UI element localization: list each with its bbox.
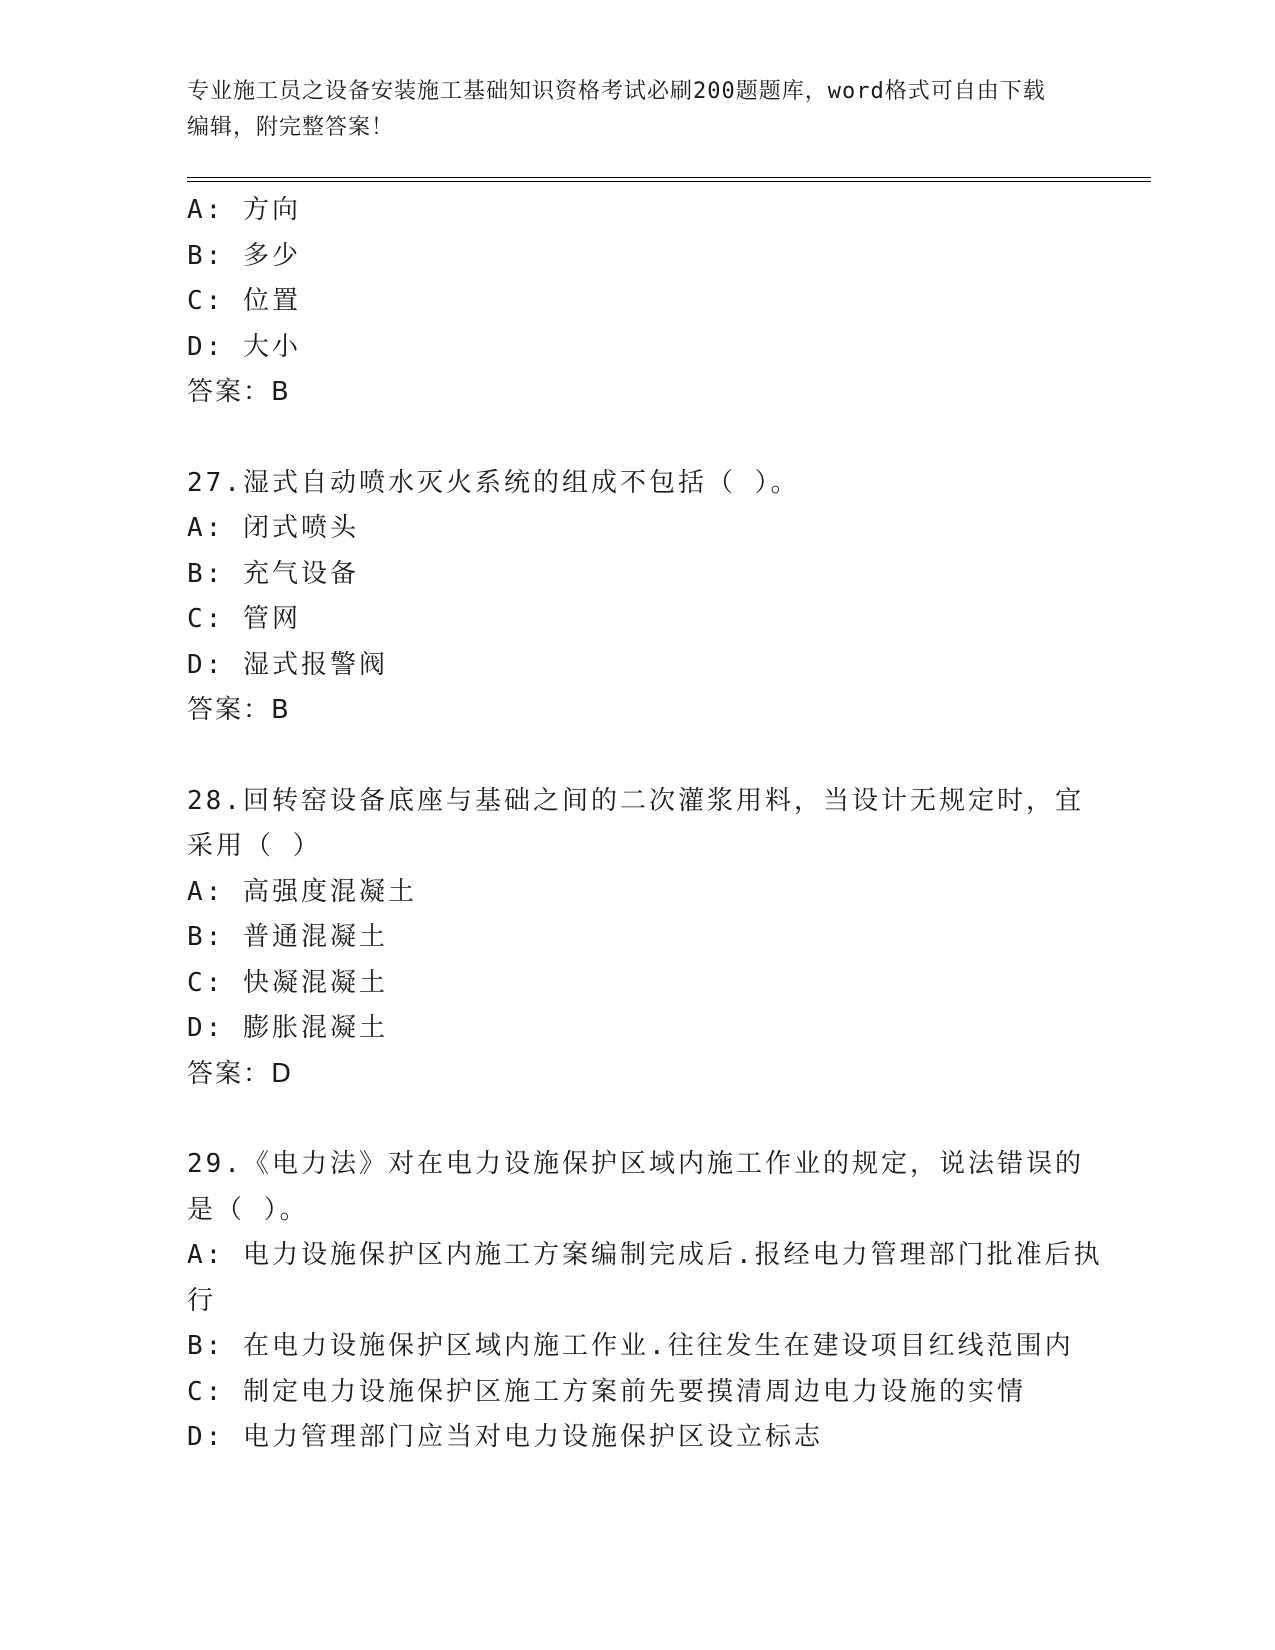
option-d: D: 大小 <box>187 331 301 362</box>
spacer <box>187 416 1107 461</box>
question-stem: 28.回转窑设备底座与基础之间的二次灌浆用料，当设计无规定时，宜采用（ ） <box>187 785 1084 861</box>
question-block-prev <box>187 188 1107 416</box>
option-a: A: 电力设施保护区内施工方案编制完成后.报经电力管理部门批准后执行 <box>187 1240 1103 1316</box>
answer-line: 答案：B <box>187 695 291 725</box>
document-header: 专业施工员之设备安装施工基础知识资格考试必刷200题题库，word格式可自由下载编辑，附完整答案！ <box>187 79 1046 140</box>
option-b: B: 在电力设施保护区域内施工作业.往往发生在建设项目红线范围内 <box>187 1331 1074 1361</box>
option-d: D: 膨胀混凝土 <box>187 1013 388 1043</box>
option-c: C: 位置 <box>187 286 301 316</box>
option-d: D: 湿式报警阀 <box>187 649 388 680</box>
spacer <box>187 734 1107 779</box>
question-block-28 <box>187 779 1107 1098</box>
option-d: D: 电力管理部门应当对电力设施保护区设立标志 <box>187 1422 823 1452</box>
option-a: A: 高强度混凝土 <box>187 876 417 907</box>
option-c: C: 管网 <box>187 604 301 634</box>
option-b: B: 多少 <box>187 240 301 271</box>
option-b: B: 充气设备 <box>187 558 359 589</box>
answer-line: 答案：B <box>187 377 291 407</box>
option-b: B: 普通混凝土 <box>187 922 388 952</box>
header-divider-top <box>187 177 1151 178</box>
option-c: C: 制定电力设施保护区施工方案前先要摸清周边电力设施的实情 <box>187 1376 1026 1407</box>
option-a: A: 方向 <box>187 195 301 225</box>
header-divider-bottom <box>187 181 1151 182</box>
spacer <box>187 1097 1107 1142</box>
question-stem: 29.《电力法》对在电力设施保护区域内施工作业的规定，说法错误的是（ ）。 <box>187 1149 1084 1225</box>
option-c: C: 快凝混凝土 <box>187 967 388 998</box>
question-block-29 <box>187 1142 1107 1461</box>
question-block-27 <box>187 461 1107 734</box>
option-a: A: 闭式喷头 <box>187 513 359 543</box>
answer-line: 答案：D <box>187 1058 294 1089</box>
question-list <box>187 188 1107 1461</box>
question-stem: 27.湿式自动喷水灭火系统的组成不包括（ ）。 <box>187 467 800 498</box>
